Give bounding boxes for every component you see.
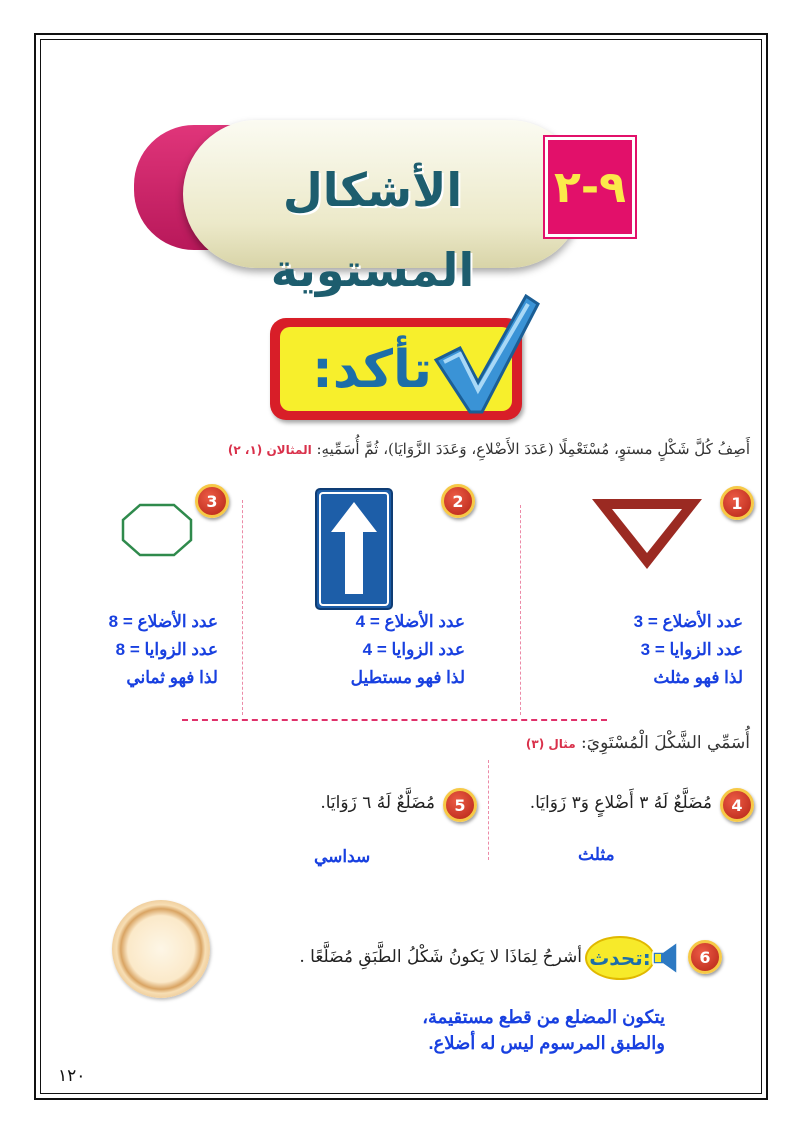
octagon-shape-icon [120,502,194,558]
answer-1-angles: عدد الزوايا = 3 [640,640,743,659]
section-divider [182,719,607,721]
section1-instruction [120,440,750,458]
answer-3-sides: عدد الأضلاع = 8 [108,612,218,631]
one-way-sign-icon [315,488,393,610]
section1-instruction-text: أَصِفُ كُلَّ شَكْلٍ مستوٍ، مُسْتَعْمِلًا (عَدَدَ الأَضْلاعِ، وَعَدَدَ الزَّوَايَا)، ثُمَّ أُسَمِّيهِ: [316,440,750,458]
lesson-number: ٩-٢ [545,137,635,237]
page-number: ١٢٠ [58,1066,86,1086]
answer-6 [380,1004,665,1056]
lesson-title: الأشكال المستوية [270,163,475,297]
answer-6-line2: والطبق المرسوم ليس له أضلاع. [428,1033,665,1053]
column-divider [488,760,489,860]
exercise-badge-5: 5 [443,788,477,822]
answer-1 [560,608,743,692]
answer-3 [50,608,218,692]
column-divider [242,500,243,715]
answer-2 [290,608,465,692]
answer-3-angles: عدد الزوايا = 8 [115,640,218,659]
yield-triangle-sign-icon [588,495,706,573]
confirm-label: تأكد: [311,340,433,400]
column-divider [520,505,521,715]
exercise-badge-6: 6 [688,940,722,974]
answer-6-line1: يتكون المضلع من قطع مستقيمة، [422,1007,665,1027]
exercise-badge-4: 4 [720,788,754,822]
talk-label-box [585,936,685,980]
answer-1-name: لذا فهو مثلث [653,668,743,687]
talk-label: تحدث: [585,936,655,980]
megaphone-icon [651,940,681,976]
exercise-badge-2: 2 [441,484,475,518]
answer-2-name: لذا فهو مستطيل [350,668,465,687]
section1-reference: المثالان (١، ٢) [227,443,312,457]
answer-5: سداسي [314,847,371,866]
answer-2-sides: عدد الأضلاع = 4 [355,612,465,631]
plate-image [112,900,210,998]
answer-4: مثلث [578,845,615,864]
answer-3-name: لذا فهو ثماني [126,668,218,687]
checkmark-icon [430,290,540,420]
answer-1-sides: عدد الأضلاع = 3 [633,612,743,631]
exercise-badge-3: 3 [195,484,229,518]
answer-2-angles: عدد الزوايا = 4 [362,640,465,659]
section2-instruction-text: أُسَمِّي الشَّكْلَ الْمُسْتَوِيَ: [581,733,750,753]
exercise-badge-1: 1 [720,486,754,520]
statement-4: مُضَلَّعٌ لَهُ ٣ أَضْلاعٍ وَ٣ زَوَايَا. [529,793,712,813]
statement-5: مُضَلَّعٌ لَهُ ٦ زَوَايَا. [320,793,435,813]
section2-instruction [500,733,750,753]
statement-6: أشرحُ لِمَاذَا لا يَكونُ شَكْلُ الطَّبَقِ مُضَلَّعًا . [299,947,582,967]
section2-reference: مثال (٣) [525,737,576,751]
